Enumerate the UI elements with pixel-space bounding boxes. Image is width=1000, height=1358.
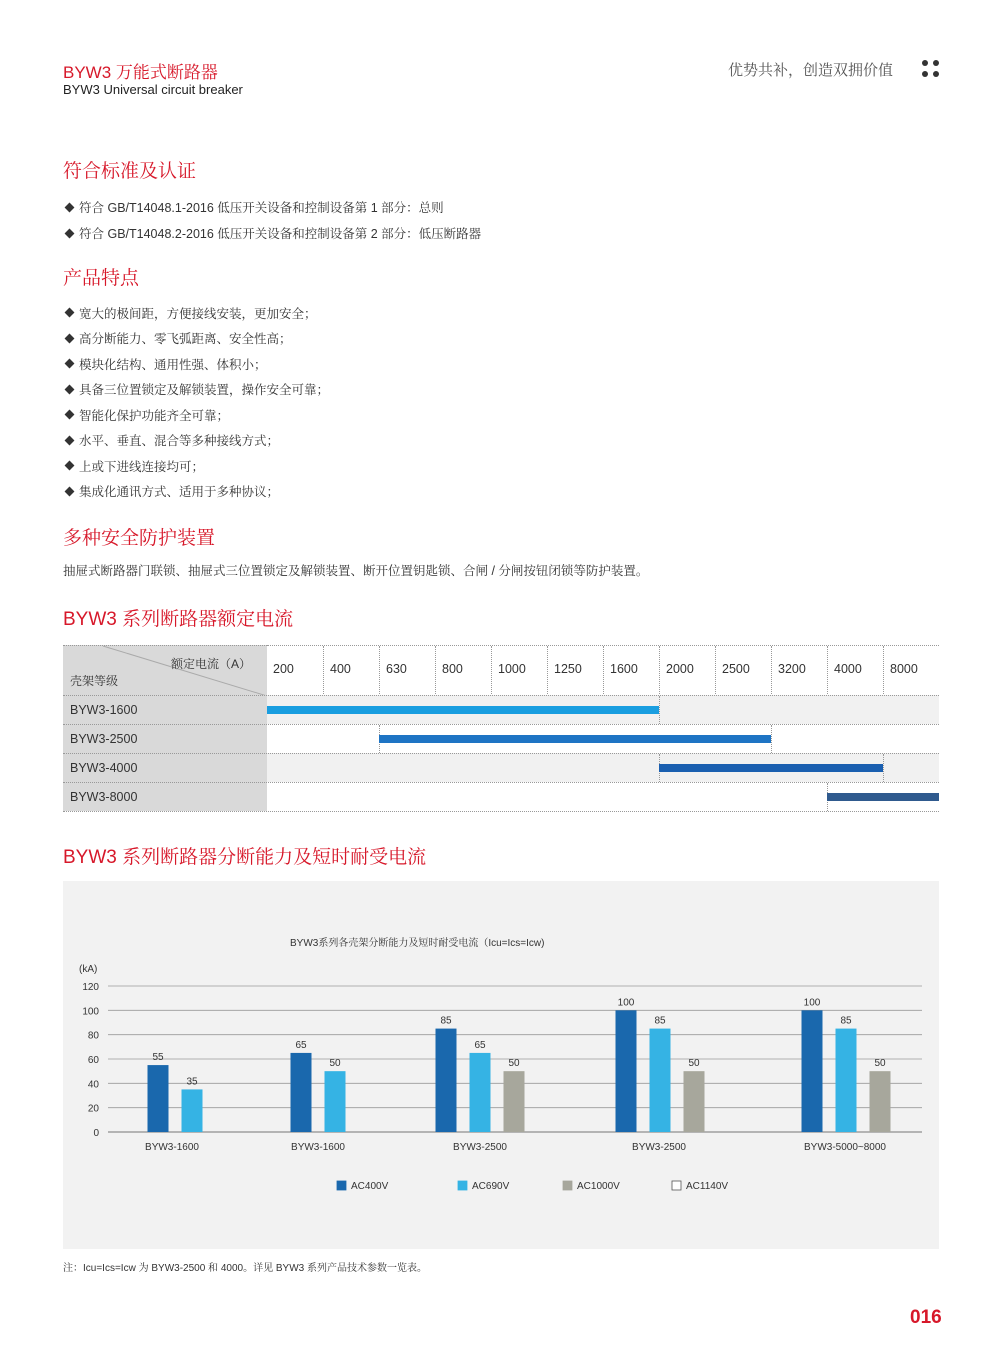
- list-item: 具备三位置锁定及解锁装置，操作安全可靠；: [63, 377, 329, 403]
- column-header-label: 4000: [834, 662, 862, 676]
- column-header-label: 1600: [610, 662, 638, 676]
- category-label: BYW3-1600: [291, 1142, 345, 1153]
- list-item: 模块化结构、通用性强、体积小；: [63, 351, 329, 377]
- frame-name-cell: [63, 782, 267, 811]
- range-boundary: [659, 696, 660, 724]
- footnote: 注：Icu=Ics=Icw 为 BYW3-2500 和 4000。详见 BYW3 系列产品技术参数一览表。: [63, 1263, 427, 1274]
- column-header-label: 1250: [554, 662, 582, 676]
- data-label: 65: [295, 1039, 307, 1051]
- current-range-bar: [379, 735, 771, 743]
- rated-current-table: [63, 645, 939, 812]
- data-bar: [148, 1065, 169, 1132]
- category-label: BYW3-5000~8000: [803, 1142, 887, 1153]
- data-bar: [182, 1089, 203, 1132]
- diamond-bullet-icon: [65, 486, 75, 496]
- rated-current-columns: [267, 645, 939, 696]
- data-bar: [802, 1010, 823, 1132]
- standards-heading: 符合标准及认证: [63, 161, 197, 182]
- data-bar: [616, 1010, 637, 1132]
- frame-grade-label: 壳架等级: [70, 674, 119, 688]
- range-boundary: [771, 725, 772, 753]
- column-header: [659, 646, 715, 696]
- data-label: 55: [152, 1052, 164, 1064]
- list-item: 符合 GB/T14048.1-2016 低压开关设备和控制设备第 1 部分：总则: [63, 194, 481, 220]
- current-range-bar: [827, 793, 939, 801]
- list-item: 水平、垂直、混合等多种接线方式；: [63, 428, 329, 454]
- frame-name: BYW3-2500: [70, 732, 138, 746]
- rated-current-heading: BYW3 系列断路器额定电流: [63, 609, 294, 630]
- column-header-label: 630: [386, 662, 407, 676]
- column-header-label: 800: [442, 662, 463, 676]
- frame-name-cell: [63, 695, 267, 724]
- data-label: 85: [440, 1015, 452, 1027]
- rated-current-label: 额定电流（A）: [170, 657, 251, 671]
- table-bottom-border: [63, 811, 939, 812]
- list-item: 智能化保护功能齐全可靠；: [63, 402, 329, 428]
- protection-heading: 多种安全防护装置: [63, 528, 216, 549]
- table-row: [63, 724, 939, 753]
- frame-name: BYW3-4000: [70, 761, 138, 775]
- list-item: 上或下进线连接均可；: [63, 453, 329, 479]
- diamond-bullet-icon: [65, 333, 75, 343]
- list-item: 符合 GB/T14048.2-2016 低压开关设备和控制设备第 2 部分：低压断路器: [63, 220, 481, 246]
- column-header: [323, 646, 379, 696]
- diamond-bullet-icon: [65, 202, 75, 212]
- table-row: [63, 782, 939, 811]
- diamond-bullet-icon: [65, 410, 75, 420]
- data-label: 50: [329, 1058, 341, 1070]
- data-bar: [325, 1071, 346, 1132]
- category-label: BYW3-2500: [453, 1142, 507, 1153]
- standards-list: [63, 194, 481, 246]
- column-header: [771, 646, 827, 696]
- frame-name: BYW3-1600: [70, 703, 138, 717]
- page-number: 016: [910, 1307, 942, 1328]
- diamond-bullet-icon: [65, 228, 75, 238]
- column-header-label: 2500: [722, 662, 750, 676]
- data-bar: [650, 1029, 671, 1132]
- data-bar: [470, 1053, 491, 1132]
- data-label: 65: [474, 1039, 486, 1051]
- diamond-bullet-icon: [65, 461, 75, 471]
- legend-label: AC400V: [351, 1181, 389, 1192]
- legend-swatch: [672, 1181, 681, 1190]
- data-label: 50: [874, 1058, 886, 1070]
- data-label: 50: [688, 1058, 700, 1070]
- data-bar: [836, 1029, 857, 1132]
- breaking-capacity-chart: [63, 881, 939, 1249]
- data-bar: [291, 1053, 312, 1132]
- diamond-bullet-icon: [65, 435, 75, 445]
- table-row: [63, 753, 939, 782]
- table-corner-header: [63, 645, 267, 696]
- range-boundary: [883, 754, 884, 782]
- column-header: [827, 646, 883, 696]
- frame-name-cell: [63, 724, 267, 753]
- header-subtitle: BYW3 Universal circuit breaker: [63, 82, 243, 97]
- frame-name-cell: [63, 753, 267, 782]
- column-header-label: 200: [273, 662, 294, 676]
- column-header-label: 1000: [498, 662, 526, 676]
- y-axis-unit: (kA): [79, 964, 98, 975]
- data-bar: [684, 1071, 705, 1132]
- data-label: 50: [508, 1058, 520, 1070]
- list-item: 高分断能力、零飞弧距离、安全性高；: [63, 326, 329, 352]
- data-label: 100: [617, 997, 635, 1009]
- list-item: 集成化通讯方式、适用于多种协议；: [63, 479, 329, 505]
- features-list: [63, 300, 329, 504]
- diamond-bullet-icon: [65, 384, 75, 394]
- grid-dots-icon: [922, 60, 940, 78]
- data-bar: [870, 1071, 891, 1132]
- y-tick-label: 60: [87, 1055, 99, 1066]
- column-header: [715, 646, 771, 696]
- column-header: [435, 646, 491, 696]
- header-title: BYW3 万能式断路器: [63, 63, 218, 82]
- column-header-label: 8000: [890, 662, 918, 676]
- column-header: [267, 646, 323, 696]
- diamond-bullet-icon: [65, 359, 75, 369]
- y-tick-label: 120: [82, 982, 99, 993]
- data-label: 35: [186, 1076, 198, 1088]
- legend-swatch: [563, 1181, 572, 1190]
- chart-title: BYW3系列各壳架分断能力及短时耐受电流（Icu=Ics=Icw): [290, 938, 545, 949]
- column-header: [883, 646, 939, 696]
- y-tick-label: 80: [87, 1030, 99, 1042]
- legend-label: AC1140V: [686, 1181, 729, 1192]
- category-label: BYW3-1600: [145, 1142, 199, 1153]
- features-heading: 产品特点: [63, 268, 140, 289]
- legend-label: AC690V: [472, 1181, 510, 1192]
- y-tick-label: 20: [87, 1103, 99, 1115]
- chart-svg: [63, 881, 939, 1249]
- column-header-label: 3200: [778, 662, 806, 676]
- legend-swatch: [458, 1181, 467, 1190]
- column-header: [379, 646, 435, 696]
- list-item: 宽大的极间距，方便接线安装，更加安全；: [63, 300, 329, 326]
- column-header-label: 400: [330, 662, 351, 676]
- header-slogan: 优势共补，创造双拥价值: [727, 62, 893, 79]
- column-header: [491, 646, 547, 696]
- column-header: [603, 646, 659, 696]
- y-tick-label: 100: [82, 1006, 99, 1018]
- data-label: 100: [803, 997, 821, 1009]
- data-bar: [436, 1029, 457, 1132]
- data-label: 85: [654, 1015, 666, 1027]
- current-range-bar: [267, 706, 659, 714]
- category-label: BYW3-2500: [632, 1142, 686, 1153]
- legend-swatch: [337, 1181, 346, 1190]
- breaking-heading: BYW3 系列断路器分断能力及短时耐受电流: [63, 847, 427, 868]
- column-header-label: 2000: [666, 662, 694, 676]
- data-label: 85: [840, 1015, 852, 1027]
- current-range-bar: [659, 764, 883, 772]
- table-row: [63, 695, 939, 724]
- column-header: [547, 646, 603, 696]
- frame-name: BYW3-8000: [70, 790, 138, 804]
- diamond-bullet-icon: [65, 308, 75, 318]
- y-tick-label: 40: [87, 1079, 99, 1091]
- legend-label: AC1000V: [577, 1181, 620, 1192]
- protection-text: 抽屉式断路器门联锁、抽屉式三位置锁定及解锁装置、断开位置钥匙锁、合闸 / 分闸按钮闭锁等防护装置。: [63, 564, 649, 578]
- y-tick-label: 0: [93, 1128, 99, 1139]
- data-bar: [504, 1071, 525, 1132]
